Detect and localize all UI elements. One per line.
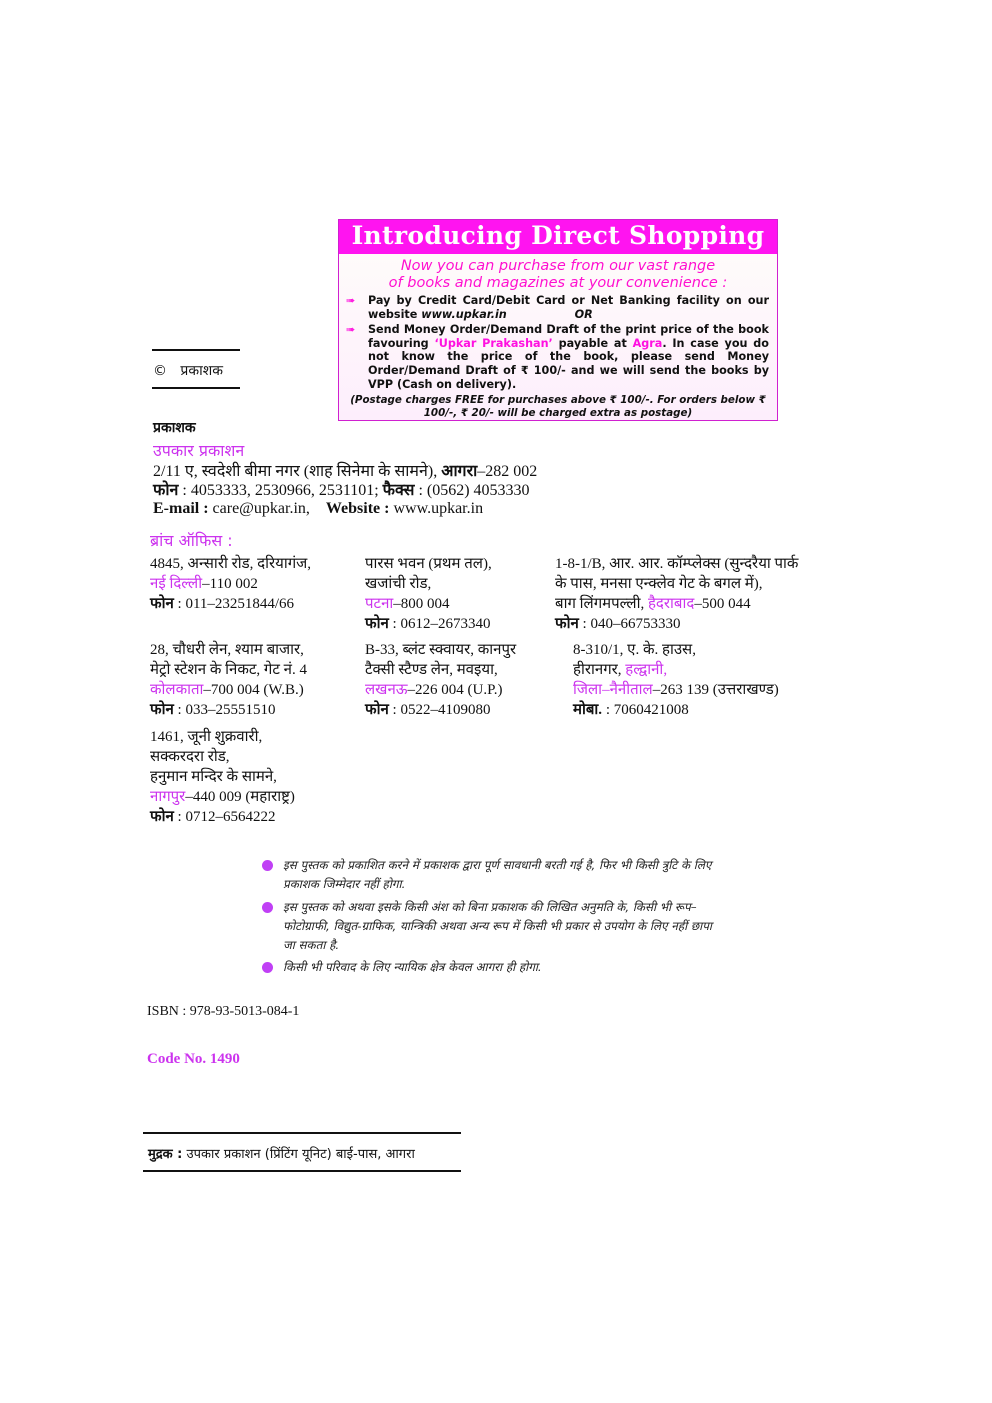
- branch-pin: –226 004 (U.P.): [407, 682, 503, 698]
- branch-city: पटना: [365, 596, 394, 612]
- branch-city: हैदराबाद: [647, 596, 695, 612]
- branch-line: 1-8-1/B, आर. आर. कॉम्प्लेक्स (सुन्दरैया पार्क: [555, 556, 799, 572]
- divider: [152, 349, 240, 351]
- publisher-heading: प्रकाशक: [153, 420, 196, 436]
- branch-phone: : 040–66753330: [578, 616, 681, 632]
- printer-line: [148, 1144, 415, 1162]
- branch-line: 4845, अन्सारी रोड, दरियागंज,: [150, 556, 312, 572]
- branch-phone: : 0522–4109080: [388, 702, 491, 718]
- branch-hyderabad: [555, 554, 798, 634]
- ad-item-text: payable at: [552, 336, 633, 350]
- branch-line: 28, चौधरी लेन, श्याम बाजार,: [150, 642, 304, 658]
- bullet-icon: [262, 860, 273, 871]
- phone-label: फोन: [365, 702, 389, 718]
- disclaimer-item: [262, 958, 724, 977]
- branch-kolkata: [150, 640, 307, 720]
- copyright-line: [153, 361, 223, 380]
- phone-label: फोन: [150, 596, 174, 612]
- publisher-phone: [153, 481, 530, 501]
- arrow-right-icon: ➠: [346, 323, 356, 337]
- branch-lucknow: [365, 640, 516, 720]
- branch-pin: –500 044: [694, 596, 751, 612]
- printer-label: मुद्रक :: [148, 1147, 183, 1162]
- branch-line: मेट्रो स्टेशन के निकट, गेट नं. 4: [150, 662, 307, 678]
- printer-text: उपकार प्रकाशन (प्रिंटिंग यूनिट) बाई-पास, आगरा: [182, 1147, 415, 1162]
- branch-new-delhi: [150, 554, 311, 614]
- ad-intro-line: Now you can purchase from our vast range: [400, 258, 716, 274]
- publisher-address: [153, 462, 537, 482]
- branch-line: 8-310/1, ए. के. हाउस,: [573, 642, 696, 658]
- branch-heading: ब्रांच ऑफिस :: [150, 531, 233, 550]
- fax-label: फैक्स: [382, 482, 415, 499]
- direct-shopping-ad: [338, 219, 778, 421]
- branch-line: B-33, ब्लंट स्क्वायर, कानपुर: [365, 642, 517, 658]
- address-city: आगरा: [441, 463, 478, 480]
- branch-nagpur: [150, 727, 295, 827]
- ad-item-text: . In case you do not know the price of the book, please send Money Order/Demand Draft of ₹ 100/- and we will send the books by VPP (Cash on delivery).: [368, 336, 769, 391]
- phone-label: फोन: [365, 616, 389, 632]
- phone-label: फोन: [555, 616, 579, 632]
- phone-label: फोन: [150, 702, 174, 718]
- mobile-label: मोबा.: [573, 702, 603, 718]
- branch-pin: –700 004 (W.B.): [203, 682, 304, 698]
- isbn: ISBN : 978-93-5013-084-1: [147, 1004, 300, 1019]
- website-label: Website :: [325, 500, 390, 517]
- branch-phone: : 0712–6564222: [173, 809, 276, 825]
- fax-value: : (0562) 4053330: [414, 482, 530, 499]
- branch-pin: –440 009 (महाराष्ट्र): [185, 789, 295, 805]
- branch-pin: –263 139 (उत्तराखण्ड): [652, 682, 779, 698]
- ad-or: OR: [574, 307, 593, 321]
- ad-item-text: Pay by Credit Card/Debit Card or Net Banking facility on our website: [368, 294, 769, 321]
- divider: [152, 387, 240, 389]
- branch-city: नई दिल्ली: [150, 576, 203, 592]
- disclaimer-text: किसी भी परिवाद के लिए न्यायिक क्षेत्र केवल आगरा ही होगा.: [283, 960, 542, 974]
- branch-pin: –800 004: [393, 596, 450, 612]
- branch-line: सक्करदरा रोड,: [150, 749, 230, 765]
- branch-phone: : 0612–2673340: [388, 616, 491, 632]
- copyright-label: प्रकाशक: [180, 363, 223, 379]
- ad-city: Agra: [632, 336, 663, 350]
- email-link[interactable]: care@upkar.in,: [208, 500, 310, 517]
- address-pin: –282 002: [477, 463, 538, 480]
- branch-city: नागपुर: [150, 789, 186, 805]
- website-link[interactable]: www.upkar.in: [421, 307, 507, 321]
- phone-value: : 4053333, 2530966, 2531101;: [178, 482, 383, 499]
- disclaimer-text: इस पुस्तक को अथवा इसके किसी अंश को बिना प्रकाशक की लिखित अनुमति के, किसी भी रूप–फोटोग्राफी, विद्युत-ग्राफिक, यान्त्रिकी अथवा अन्य रूप में किसी भी प्रकार से उपयोग के लिए नहीं छापा जा सकता है.: [283, 900, 712, 952]
- divider: [143, 1170, 461, 1172]
- branch-line: खजांची रोड,: [365, 576, 432, 592]
- branch-pin: –110 002: [202, 576, 258, 592]
- branch-line: के पास, मनसा एन्क्लेव गेट के बगल में),: [555, 576, 763, 592]
- email-label: E-mail :: [153, 500, 209, 517]
- bullet-icon: [262, 902, 273, 913]
- branch-patna: [365, 554, 492, 634]
- publisher-contact: [153, 499, 483, 519]
- branch-city: लखनऊ: [365, 682, 408, 698]
- ad-intro-line: of books and magazines at your convenience :: [388, 275, 728, 291]
- branch-phone: : 033–25551510: [173, 702, 276, 718]
- branch-city: हल्द्वानी,: [625, 662, 668, 678]
- address-text: 2/11 ए, स्वदेशी बीमा नगर (शाह सिनेमा के सामने),: [153, 463, 442, 480]
- arrow-right-icon: ➠: [346, 294, 356, 307]
- disclaimer-item: [262, 898, 724, 955]
- branch-line: हीरानगर,: [573, 662, 626, 678]
- branch-city: कोलकाता: [150, 682, 204, 698]
- branch-line: बाग लिंगमपल्ली,: [555, 596, 648, 612]
- ad-item-online: [339, 294, 777, 321]
- ad-item-money-order: [339, 323, 777, 391]
- ad-postage-note: (Postage charges FREE for purchases above ₹ 100/-. For orders below ₹ 100/-, ₹ 20/- will be charged extra as postage): [350, 394, 766, 419]
- phone-label: फोन: [150, 809, 174, 825]
- branch-line: हनुमान मन्दिर के सामने,: [150, 769, 277, 785]
- ad-payee: ‘Upkar Prakashan’: [434, 336, 553, 350]
- branch-haldwani: [573, 640, 779, 720]
- bullet-icon: [262, 962, 273, 973]
- branch-phone: : 011–23251844/66: [173, 596, 295, 612]
- ad-title: Introducing Direct Shopping: [339, 220, 777, 254]
- divider: [143, 1132, 461, 1134]
- phone-label: फोन: [153, 482, 179, 499]
- branch-line: 1461, जूनी शुक्रवारी,: [150, 729, 263, 745]
- branch-line: टैक्सी स्टैण्ड लेन, मवइया,: [365, 662, 498, 678]
- disclaimer-text: इस पुस्तक को प्रकाशित करने में प्रकाशक द्वारा पूर्ण सावधानी बरती गई है, फिर भी किसी त्रुटि के लिए प्रकाशक जिम्मेदार नहीं होगा.: [283, 858, 712, 891]
- copyright-symbol: ©: [153, 363, 167, 379]
- ad-intro: [339, 258, 777, 292]
- code-number: Code No. 1490: [147, 1051, 240, 1067]
- branch-line: पारस भवन (प्रथम तल),: [365, 556, 492, 572]
- publisher-name: उपकार प्रकाशन: [153, 441, 245, 460]
- branch-district: जिला–नैनीताल: [573, 682, 653, 698]
- branch-phone: : 7060421008: [602, 702, 689, 718]
- website-link[interactable]: www.upkar.in: [389, 500, 484, 517]
- disclaimer-item: [262, 856, 724, 894]
- ad-item-text: Send Money Order/Demand Draft of the print price of the book favouring: [368, 323, 769, 350]
